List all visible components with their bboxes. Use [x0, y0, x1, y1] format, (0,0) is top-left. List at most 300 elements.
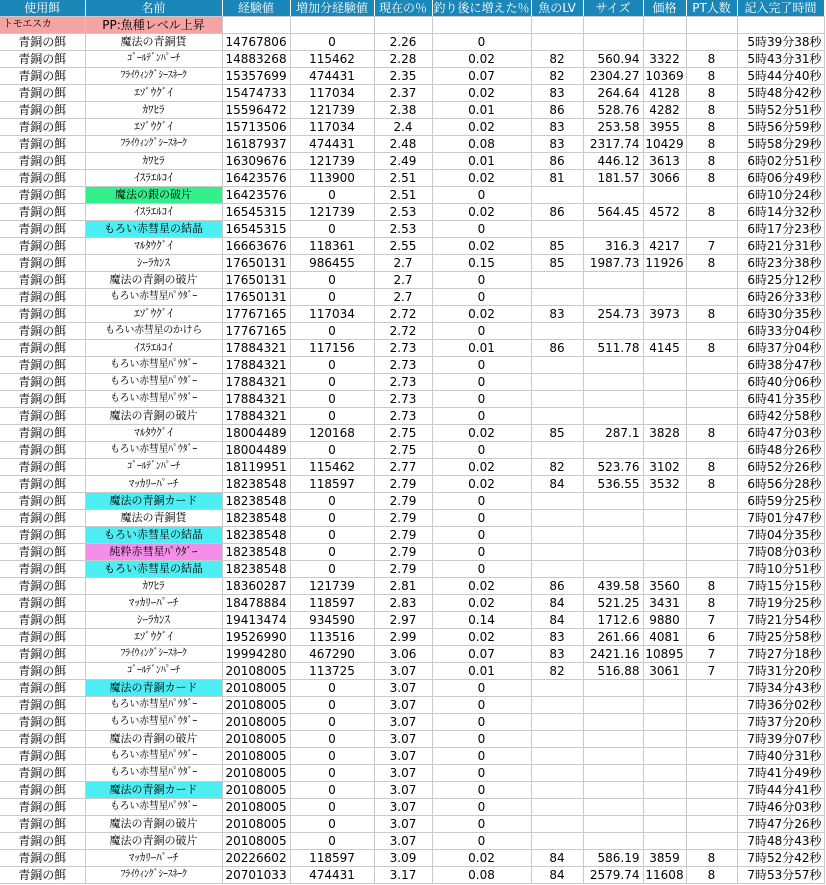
- pct-cell[interactable]: 3.07: [374, 816, 432, 833]
- col-header-price[interactable]: 価格: [643, 0, 686, 17]
- size-cell[interactable]: 511.78: [583, 340, 643, 357]
- price-cell[interactable]: 10369: [643, 68, 686, 85]
- increase-cell[interactable]: 0.01: [432, 153, 531, 170]
- name-cell[interactable]: もろい赤彗星の結晶: [85, 527, 222, 544]
- increase-cell[interactable]: 0.15: [432, 255, 531, 272]
- gain-cell[interactable]: 0: [290, 765, 374, 782]
- pt-cell[interactable]: [686, 493, 737, 510]
- pct-cell[interactable]: 3.06: [374, 646, 432, 663]
- gain-cell[interactable]: 120168: [290, 425, 374, 442]
- size-cell[interactable]: 521.25: [583, 595, 643, 612]
- exp-cell[interactable]: 15357699: [222, 68, 290, 85]
- increase-cell[interactable]: 0.02: [432, 51, 531, 68]
- name-cell[interactable]: ﾌﾗｲｳｨﾝｸﾞｼｰｽﾈｰｸ: [85, 867, 222, 884]
- size-cell[interactable]: [583, 527, 643, 544]
- time-cell[interactable]: 7時48分43秒: [737, 833, 824, 850]
- pt-cell[interactable]: [686, 527, 737, 544]
- lv-cell[interactable]: 83: [531, 136, 583, 153]
- price-cell[interactable]: 3322: [643, 51, 686, 68]
- bait-cell[interactable]: 青銅の餌: [0, 255, 85, 272]
- price-cell[interactable]: 3102: [643, 459, 686, 476]
- name-cell[interactable]: ｶﾜﾋﾗ: [85, 102, 222, 119]
- time-cell[interactable]: 7時19分25秒: [737, 595, 824, 612]
- price-cell[interactable]: [643, 748, 686, 765]
- bait-cell[interactable]: 青銅の餌: [0, 374, 85, 391]
- pct-cell[interactable]: 2.73: [374, 374, 432, 391]
- bait-cell[interactable]: 青銅の餌: [0, 119, 85, 136]
- name-cell[interactable]: 魔法の青銅の破片: [85, 833, 222, 850]
- empty-cell[interactable]: [222, 17, 290, 34]
- lv-cell[interactable]: [531, 527, 583, 544]
- size-cell[interactable]: [583, 374, 643, 391]
- pt-cell[interactable]: 8: [686, 255, 737, 272]
- pct-cell[interactable]: 2.37: [374, 85, 432, 102]
- size-cell[interactable]: 316.3: [583, 238, 643, 255]
- bait-cell[interactable]: 青銅の餌: [0, 544, 85, 561]
- bait-cell[interactable]: 青銅の餌: [0, 153, 85, 170]
- col-header-lv[interactable]: 魚のLV: [531, 0, 583, 17]
- col-header-time[interactable]: 記入完了時間: [737, 0, 824, 17]
- exp-cell[interactable]: 17884321: [222, 340, 290, 357]
- exp-cell[interactable]: 19526990: [222, 629, 290, 646]
- lv-cell[interactable]: [531, 323, 583, 340]
- pt-cell[interactable]: 8: [686, 340, 737, 357]
- increase-cell[interactable]: 0.02: [432, 595, 531, 612]
- bait-cell[interactable]: 青銅の餌: [0, 357, 85, 374]
- time-cell[interactable]: 7時46分03秒: [737, 799, 824, 816]
- pct-cell[interactable]: 2.51: [374, 170, 432, 187]
- size-cell[interactable]: 2304.27: [583, 68, 643, 85]
- exp-cell[interactable]: 18238548: [222, 527, 290, 544]
- gain-cell[interactable]: 0: [290, 833, 374, 850]
- lv-cell[interactable]: 83: [531, 646, 583, 663]
- lv-cell[interactable]: [531, 374, 583, 391]
- size-cell[interactable]: [583, 289, 643, 306]
- bait-cell[interactable]: 青銅の餌: [0, 204, 85, 221]
- time-cell[interactable]: 5時56分59秒: [737, 119, 824, 136]
- exp-cell[interactable]: 20108005: [222, 782, 290, 799]
- pt-cell[interactable]: 8: [686, 102, 737, 119]
- exp-cell[interactable]: 17884321: [222, 391, 290, 408]
- lv-cell[interactable]: [531, 714, 583, 731]
- exp-cell[interactable]: 17884321: [222, 357, 290, 374]
- size-cell[interactable]: 586.19: [583, 850, 643, 867]
- pt-cell[interactable]: 8: [686, 459, 737, 476]
- lv-cell[interactable]: 81: [531, 170, 583, 187]
- name-cell[interactable]: ﾏﾙﾀｳｸﾞｲ: [85, 238, 222, 255]
- bait-cell[interactable]: 青銅の餌: [0, 816, 85, 833]
- price-cell[interactable]: 10429: [643, 136, 686, 153]
- increase-cell[interactable]: 0.02: [432, 850, 531, 867]
- time-cell[interactable]: 7時01分47秒: [737, 510, 824, 527]
- pct-cell[interactable]: 2.38: [374, 102, 432, 119]
- pt-cell[interactable]: 8: [686, 153, 737, 170]
- bait-cell[interactable]: 青銅の餌: [0, 680, 85, 697]
- exp-cell[interactable]: 18004489: [222, 442, 290, 459]
- gain-cell[interactable]: 0: [290, 527, 374, 544]
- pct-cell[interactable]: 3.07: [374, 663, 432, 680]
- bait-cell[interactable]: 青銅の餌: [0, 238, 85, 255]
- time-cell[interactable]: 7時52分42秒: [737, 850, 824, 867]
- pct-cell[interactable]: 3.07: [374, 748, 432, 765]
- name-cell[interactable]: ｼｰﾗｶﾝｽ: [85, 612, 222, 629]
- pt-cell[interactable]: 6: [686, 629, 737, 646]
- bait-cell[interactable]: 青銅の餌: [0, 714, 85, 731]
- pt-cell[interactable]: [686, 34, 737, 51]
- increase-cell[interactable]: 0: [432, 782, 531, 799]
- name-cell[interactable]: もろい赤彗星ﾊﾟｳﾀﾞｰ: [85, 374, 222, 391]
- increase-cell[interactable]: 0.02: [432, 238, 531, 255]
- bait-cell[interactable]: 青銅の餌: [0, 731, 85, 748]
- size-cell[interactable]: [583, 408, 643, 425]
- size-cell[interactable]: 564.45: [583, 204, 643, 221]
- bait-cell[interactable]: 青銅の餌: [0, 527, 85, 544]
- increase-cell[interactable]: 0.02: [432, 85, 531, 102]
- time-cell[interactable]: 6時47分03秒: [737, 425, 824, 442]
- subheader-note-cell[interactable]: PP:魚種レベル上昇: [85, 17, 222, 34]
- pct-cell[interactable]: 2.73: [374, 408, 432, 425]
- price-cell[interactable]: [643, 833, 686, 850]
- gain-cell[interactable]: 0: [290, 799, 374, 816]
- name-cell[interactable]: もろい赤彗星ﾊﾟｳﾀﾞｰ: [85, 765, 222, 782]
- time-cell[interactable]: 7時47分26秒: [737, 816, 824, 833]
- increase-cell[interactable]: 0: [432, 272, 531, 289]
- price-cell[interactable]: [643, 731, 686, 748]
- pct-cell[interactable]: 2.99: [374, 629, 432, 646]
- time-cell[interactable]: 7時37分20秒: [737, 714, 824, 731]
- bait-cell[interactable]: 青銅の餌: [0, 561, 85, 578]
- exp-cell[interactable]: 16545315: [222, 221, 290, 238]
- gain-cell[interactable]: 0: [290, 374, 374, 391]
- pct-cell[interactable]: 2.35: [374, 68, 432, 85]
- gain-cell[interactable]: 0: [290, 221, 374, 238]
- price-cell[interactable]: [643, 357, 686, 374]
- exp-cell[interactable]: 20108005: [222, 748, 290, 765]
- lv-cell[interactable]: 84: [531, 595, 583, 612]
- price-cell[interactable]: 3431: [643, 595, 686, 612]
- time-cell[interactable]: 5時48分42秒: [737, 85, 824, 102]
- pct-cell[interactable]: 3.07: [374, 799, 432, 816]
- gain-cell[interactable]: 0: [290, 289, 374, 306]
- empty-cell[interactable]: [432, 17, 531, 34]
- increase-cell[interactable]: 0: [432, 510, 531, 527]
- increase-cell[interactable]: 0.02: [432, 578, 531, 595]
- price-cell[interactable]: 4145: [643, 340, 686, 357]
- price-cell[interactable]: [643, 765, 686, 782]
- pct-cell[interactable]: 2.55: [374, 238, 432, 255]
- lv-cell[interactable]: [531, 799, 583, 816]
- time-cell[interactable]: 7時27分18秒: [737, 646, 824, 663]
- name-cell[interactable]: もろい赤彗星ﾊﾟｳﾀﾞｰ: [85, 748, 222, 765]
- bait-cell[interactable]: 青銅の餌: [0, 629, 85, 646]
- exp-cell[interactable]: 20108005: [222, 765, 290, 782]
- time-cell[interactable]: 6時33分04秒: [737, 323, 824, 340]
- gain-cell[interactable]: 0: [290, 731, 374, 748]
- col-header-bait[interactable]: 使用餌: [0, 0, 85, 17]
- exp-cell[interactable]: 20108005: [222, 680, 290, 697]
- name-cell[interactable]: もろい赤彗星の結晶: [85, 221, 222, 238]
- bait-cell[interactable]: 青銅の餌: [0, 306, 85, 323]
- price-cell[interactable]: 4128: [643, 85, 686, 102]
- bait-cell[interactable]: 青銅の餌: [0, 663, 85, 680]
- gain-cell[interactable]: 117034: [290, 306, 374, 323]
- exp-cell[interactable]: 14767806: [222, 34, 290, 51]
- price-cell[interactable]: [643, 391, 686, 408]
- lv-cell[interactable]: 82: [531, 51, 583, 68]
- size-cell[interactable]: 1712.6: [583, 612, 643, 629]
- size-cell[interactable]: [583, 748, 643, 765]
- exp-cell[interactable]: 18238548: [222, 561, 290, 578]
- lv-cell[interactable]: [531, 765, 583, 782]
- size-cell[interactable]: [583, 765, 643, 782]
- size-cell[interactable]: [583, 442, 643, 459]
- time-cell[interactable]: 7時53分57秒: [737, 867, 824, 884]
- name-cell[interactable]: ｲｽﾗｴﾙｺｲ: [85, 204, 222, 221]
- increase-cell[interactable]: 0.02: [432, 459, 531, 476]
- bait-cell[interactable]: 青銅の餌: [0, 578, 85, 595]
- bait-cell[interactable]: 青銅の餌: [0, 187, 85, 204]
- lv-cell[interactable]: 82: [531, 459, 583, 476]
- lv-cell[interactable]: 84: [531, 867, 583, 884]
- col-header-gain[interactable]: 増加分経験値: [290, 0, 374, 17]
- pct-cell[interactable]: 3.09: [374, 850, 432, 867]
- price-cell[interactable]: [643, 34, 686, 51]
- pt-cell[interactable]: 7: [686, 238, 737, 255]
- col-header-name[interactable]: 名前: [85, 0, 222, 17]
- name-cell[interactable]: もろい赤彗星ﾊﾟｳﾀﾞｰ: [85, 799, 222, 816]
- time-cell[interactable]: 6時52分26秒: [737, 459, 824, 476]
- bait-cell[interactable]: 青銅の餌: [0, 697, 85, 714]
- pct-cell[interactable]: 2.72: [374, 306, 432, 323]
- pt-cell[interactable]: [686, 697, 737, 714]
- increase-cell[interactable]: 0: [432, 799, 531, 816]
- col-header-exp[interactable]: 経験値: [222, 0, 290, 17]
- price-cell[interactable]: [643, 408, 686, 425]
- lv-cell[interactable]: [531, 408, 583, 425]
- time-cell[interactable]: 6時38分47秒: [737, 357, 824, 374]
- empty-cell[interactable]: [686, 17, 737, 34]
- gain-cell[interactable]: 117156: [290, 340, 374, 357]
- increase-cell[interactable]: 0.01: [432, 340, 531, 357]
- pct-cell[interactable]: 2.77: [374, 459, 432, 476]
- increase-cell[interactable]: 0.02: [432, 425, 531, 442]
- name-cell[interactable]: ｺﾞｰﾙﾃﾞﾝﾊﾟｰﾁ: [85, 663, 222, 680]
- bait-cell[interactable]: 青銅の餌: [0, 102, 85, 119]
- time-cell[interactable]: 6時26分33秒: [737, 289, 824, 306]
- bait-cell[interactable]: 青銅の餌: [0, 408, 85, 425]
- lv-cell[interactable]: [531, 731, 583, 748]
- price-cell[interactable]: 3532: [643, 476, 686, 493]
- time-cell[interactable]: 6時40分06秒: [737, 374, 824, 391]
- gain-cell[interactable]: 0: [290, 748, 374, 765]
- exp-cell[interactable]: 18119951: [222, 459, 290, 476]
- name-cell[interactable]: 魔法の青銅カード: [85, 782, 222, 799]
- pct-cell[interactable]: 3.07: [374, 833, 432, 850]
- exp-cell[interactable]: 16309676: [222, 153, 290, 170]
- exp-cell[interactable]: 17767165: [222, 323, 290, 340]
- pt-cell[interactable]: 7: [686, 646, 737, 663]
- pct-cell[interactable]: 2.79: [374, 510, 432, 527]
- pct-cell[interactable]: 2.48: [374, 136, 432, 153]
- price-cell[interactable]: 3613: [643, 153, 686, 170]
- size-cell[interactable]: 516.88: [583, 663, 643, 680]
- pct-cell[interactable]: 2.7: [374, 289, 432, 306]
- exp-cell[interactable]: 20108005: [222, 731, 290, 748]
- exp-cell[interactable]: 16187937: [222, 136, 290, 153]
- pt-cell[interactable]: [686, 221, 737, 238]
- exp-cell[interactable]: 18238548: [222, 476, 290, 493]
- empty-cell[interactable]: [290, 17, 374, 34]
- bait-cell[interactable]: 青銅の餌: [0, 867, 85, 884]
- gain-cell[interactable]: 0: [290, 493, 374, 510]
- time-cell[interactable]: 6時48分26秒: [737, 442, 824, 459]
- gain-cell[interactable]: 121739: [290, 204, 374, 221]
- increase-cell[interactable]: 0.02: [432, 476, 531, 493]
- exp-cell[interactable]: 15713506: [222, 119, 290, 136]
- price-cell[interactable]: [643, 493, 686, 510]
- pt-cell[interactable]: 8: [686, 85, 737, 102]
- gain-cell[interactable]: 0: [290, 323, 374, 340]
- lv-cell[interactable]: [531, 833, 583, 850]
- exp-cell[interactable]: 18238548: [222, 544, 290, 561]
- exp-cell[interactable]: 20226602: [222, 850, 290, 867]
- name-cell[interactable]: ﾌﾗｲｳｨﾝｸﾞｼｰｽﾈｰｸ: [85, 136, 222, 153]
- pt-cell[interactable]: 8: [686, 867, 737, 884]
- exp-cell[interactable]: 20108005: [222, 714, 290, 731]
- pt-cell[interactable]: [686, 561, 737, 578]
- name-cell[interactable]: 魔法の青銅カード: [85, 680, 222, 697]
- increase-cell[interactable]: 0.01: [432, 102, 531, 119]
- increase-cell[interactable]: 0: [432, 731, 531, 748]
- gain-cell[interactable]: 0: [290, 187, 374, 204]
- size-cell[interactable]: 560.94: [583, 51, 643, 68]
- name-cell[interactable]: 魔法の青銅の破片: [85, 408, 222, 425]
- bait-cell[interactable]: 青銅の餌: [0, 782, 85, 799]
- lv-cell[interactable]: 83: [531, 85, 583, 102]
- pt-cell[interactable]: [686, 748, 737, 765]
- size-cell[interactable]: [583, 493, 643, 510]
- bait-cell[interactable]: 青銅の餌: [0, 323, 85, 340]
- name-cell[interactable]: もろい赤彗星ﾊﾟｳﾀﾞｰ: [85, 442, 222, 459]
- name-cell[interactable]: 純粋赤彗星ﾊﾟｳﾀﾞｰ: [85, 544, 222, 561]
- name-cell[interactable]: 魔法の青銅の破片: [85, 816, 222, 833]
- pct-cell[interactable]: 2.83: [374, 595, 432, 612]
- time-cell[interactable]: 6時42分58秒: [737, 408, 824, 425]
- price-cell[interactable]: 4572: [643, 204, 686, 221]
- pct-cell[interactable]: 3.07: [374, 765, 432, 782]
- exp-cell[interactable]: 20108005: [222, 799, 290, 816]
- size-cell[interactable]: [583, 544, 643, 561]
- pt-cell[interactable]: [686, 731, 737, 748]
- increase-cell[interactable]: 0: [432, 289, 531, 306]
- name-cell[interactable]: 魔法の銀の破片: [85, 187, 222, 204]
- name-cell[interactable]: ｺﾞｰﾙﾃﾞﾝﾊﾟｰﾁ: [85, 459, 222, 476]
- size-cell[interactable]: [583, 782, 643, 799]
- price-cell[interactable]: 4217: [643, 238, 686, 255]
- bait-cell[interactable]: 青銅の餌: [0, 612, 85, 629]
- pct-cell[interactable]: 2.72: [374, 323, 432, 340]
- size-cell[interactable]: 446.12: [583, 153, 643, 170]
- size-cell[interactable]: [583, 561, 643, 578]
- name-cell[interactable]: ﾏｯｶﾘｰﾊﾟｰﾁ: [85, 595, 222, 612]
- size-cell[interactable]: 536.55: [583, 476, 643, 493]
- name-cell[interactable]: 魔法の青銅の破片: [85, 272, 222, 289]
- lv-cell[interactable]: [531, 34, 583, 51]
- exp-cell[interactable]: 16423576: [222, 170, 290, 187]
- time-cell[interactable]: 7時31分20秒: [737, 663, 824, 680]
- name-cell[interactable]: もろい赤彗星のかけら: [85, 323, 222, 340]
- name-cell[interactable]: もろい赤彗星ﾊﾟｳﾀﾞｰ: [85, 391, 222, 408]
- bait-cell[interactable]: 青銅の餌: [0, 493, 85, 510]
- bait-cell[interactable]: 青銅の餌: [0, 646, 85, 663]
- time-cell[interactable]: 6時59分25秒: [737, 493, 824, 510]
- pct-cell[interactable]: 2.79: [374, 476, 432, 493]
- gain-cell[interactable]: 986455: [290, 255, 374, 272]
- lv-cell[interactable]: 82: [531, 68, 583, 85]
- increase-cell[interactable]: 0: [432, 357, 531, 374]
- increase-cell[interactable]: 0: [432, 714, 531, 731]
- price-cell[interactable]: 11926: [643, 255, 686, 272]
- pt-cell[interactable]: 8: [686, 306, 737, 323]
- time-cell[interactable]: 5時43分31秒: [737, 51, 824, 68]
- name-cell[interactable]: もろい赤彗星ﾊﾟｳﾀﾞｰ: [85, 714, 222, 731]
- gain-cell[interactable]: 0: [290, 357, 374, 374]
- bait-cell[interactable]: 青銅の餌: [0, 748, 85, 765]
- gain-cell[interactable]: 0: [290, 34, 374, 51]
- size-cell[interactable]: [583, 391, 643, 408]
- price-cell[interactable]: 3560: [643, 578, 686, 595]
- size-cell[interactable]: [583, 833, 643, 850]
- size-cell[interactable]: 2317.74: [583, 136, 643, 153]
- size-cell[interactable]: 528.76: [583, 102, 643, 119]
- name-cell[interactable]: ｴｿﾞｳｸﾞｲ: [85, 85, 222, 102]
- pct-cell[interactable]: 3.07: [374, 782, 432, 799]
- lv-cell[interactable]: [531, 816, 583, 833]
- time-cell[interactable]: 6時10分24秒: [737, 187, 824, 204]
- exp-cell[interactable]: 19413474: [222, 612, 290, 629]
- size-cell[interactable]: [583, 816, 643, 833]
- name-cell[interactable]: 魔法の青銅貨: [85, 510, 222, 527]
- increase-cell[interactable]: 0: [432, 697, 531, 714]
- time-cell[interactable]: 6時30分35秒: [737, 306, 824, 323]
- lv-cell[interactable]: [531, 289, 583, 306]
- increase-cell[interactable]: 0.02: [432, 170, 531, 187]
- pct-cell[interactable]: 2.53: [374, 204, 432, 221]
- exp-cell[interactable]: 18360287: [222, 578, 290, 595]
- gain-cell[interactable]: 0: [290, 408, 374, 425]
- gain-cell[interactable]: 474431: [290, 136, 374, 153]
- gain-cell[interactable]: 467290: [290, 646, 374, 663]
- pt-cell[interactable]: [686, 680, 737, 697]
- increase-cell[interactable]: 0.02: [432, 629, 531, 646]
- pt-cell[interactable]: 8: [686, 119, 737, 136]
- time-cell[interactable]: 6時37分04秒: [737, 340, 824, 357]
- gain-cell[interactable]: 0: [290, 561, 374, 578]
- price-cell[interactable]: [643, 510, 686, 527]
- bait-cell[interactable]: 青銅の餌: [0, 799, 85, 816]
- increase-cell[interactable]: 0: [432, 442, 531, 459]
- size-cell[interactable]: 264.64: [583, 85, 643, 102]
- lv-cell[interactable]: 86: [531, 204, 583, 221]
- increase-cell[interactable]: 0: [432, 374, 531, 391]
- gain-cell[interactable]: 0: [290, 272, 374, 289]
- pct-cell[interactable]: 2.79: [374, 561, 432, 578]
- exp-cell[interactable]: 18004489: [222, 425, 290, 442]
- name-cell[interactable]: ｴｿﾞｳｸﾞｲ: [85, 119, 222, 136]
- increase-cell[interactable]: 0: [432, 323, 531, 340]
- size-cell[interactable]: 254.73: [583, 306, 643, 323]
- price-cell[interactable]: [643, 782, 686, 799]
